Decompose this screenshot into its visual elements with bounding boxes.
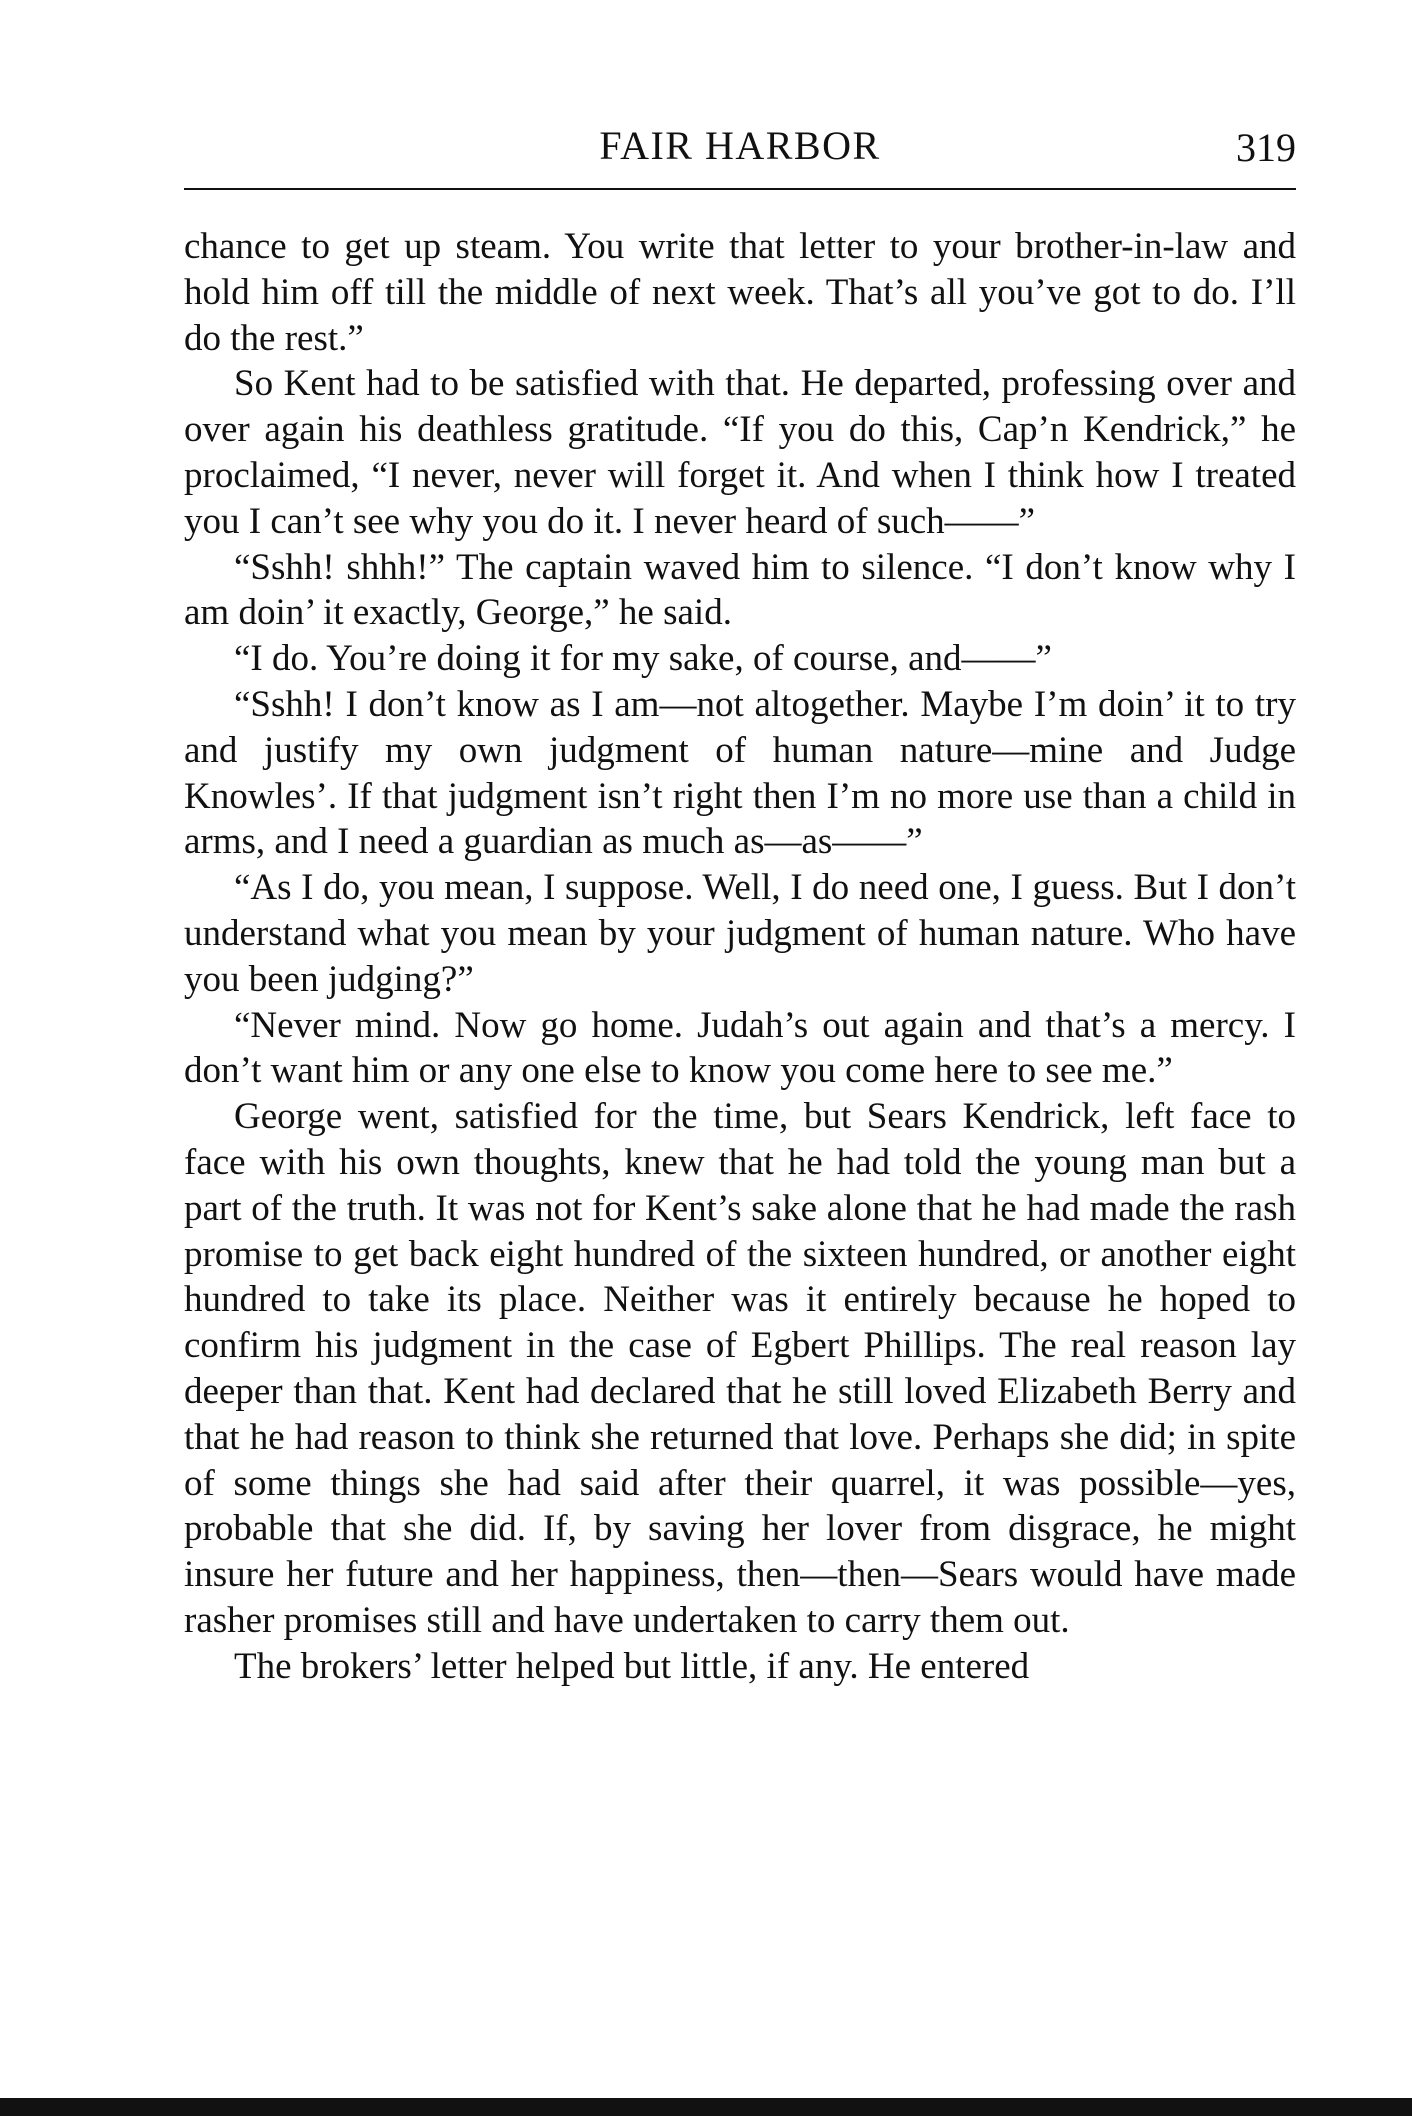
body-text	[184, 224, 1296, 1690]
paragraph: George went, satisfied for the time, but Sears Kendrick, left face to face with his own thoughts, knew that he had told the young man but a part of the truth. It was not for Kent’s sake alone that he had made the rash promise to get back eight hundred of the sixteen hundred, or another eight hundred to take its place. Neither was it entirely because he hoped to confirm his judgment in the case of Egbert Phillips. The real reason lay deeper than that. Kent had declared that he still loved Elizabeth Berry and that he had reason to think she returned that love. Perhaps she did; in spite of some things she had said after their quarrel, it was possible—yes, probable that she did. If, by saving her lover from disgrace, he might insure her future and her happiness, then—then—Sears would have made rasher promises still and have undertaken to carry them out.	[184, 1096, 1296, 1641]
paragraph: “I do. You’re doing it for my sake, of course, and——”	[234, 638, 1052, 680]
paragraph: “As I do, you mean, I suppose. Well, I do need one, I guess. But I don’t understand what you mean by your judgment of human nature. Who have you been judging?”	[184, 867, 1296, 1000]
paragraph: “Sshh! I don’t know as I am—not altogether. Maybe I’m doin’ it to try and justify my own judgment of human nature—mine and Judge Knowles’. If that judgment isn’t right then I’m no more use than a child in arms, and I need a guardian as much as—as——”	[184, 683, 1296, 863]
paragraph: “Sshh! shhh!” The captain waved him to silence. “I don’t know why I am doin’ it exactly, George,” he said.	[184, 546, 1296, 634]
running-head	[184, 122, 1296, 182]
page-number: 319	[1236, 125, 1296, 170]
paragraph: “Never mind. Now go home. Judah’s out again and that’s a mercy. I don’t want him or any one else to know you come here to see me.”	[184, 1004, 1296, 1092]
scan-bottom-edge	[0, 2098, 1412, 2116]
header-rule	[184, 188, 1296, 190]
paragraph: chance to get up steam. You write that letter to your brother-in-law and hold him off till the middle of next week. That’s all you’ve got to do. I’ll do the rest.”	[184, 226, 1296, 359]
paragraph: The brokers’ letter helped but little, if any. He entered	[234, 1645, 1030, 1687]
paragraph: So Kent had to be satisfied with that. He departed, professing over and over again his deathless gratitude. “If you do this, Cap’n Kendrick,” he proclaimed, “I never, never will forget it. And when I think how I treated you I can’t see why you do it. I never heard of such——”	[184, 363, 1296, 542]
running-title: FAIR HARBOR	[599, 123, 881, 168]
